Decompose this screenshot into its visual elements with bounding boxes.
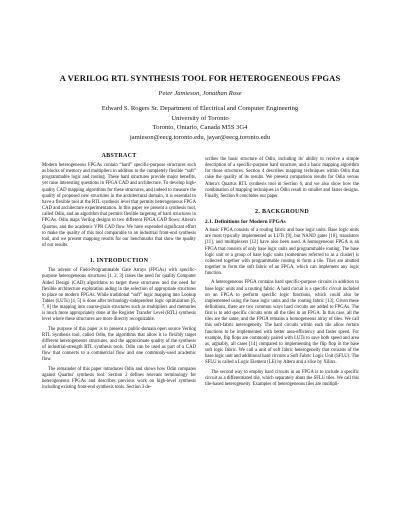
paper-authors: Peter Jamieson, Jonathan Rose xyxy=(158,90,242,97)
paper-title: A VERILOG RTL SYNTHESIS TOOL FOR HETEROGENEOUS FPGAS xyxy=(59,73,341,83)
definitions-subheading: 2.1. Definitions for Modern FPGAs xyxy=(205,219,286,226)
background-heading: 2. BACKGROUND xyxy=(255,209,309,216)
affiliation-department: Edward S. Rogers Sr. Department of Electrical and Computer Engineering xyxy=(101,105,299,112)
intro-continued-paragraph: scribes the basic structure of Odin, including its' ability to receive a simple description of a specific-purpose hard structure, and a basic mapping algorithm for those structures. Section 4 describes mapping techniques within Odin that raise the quality of its results. We present comparison results for Odin versus Altera's Quartus RTL synthesis tool in Section 6, and we also show how the combination of mapping techniques in Odin result in smaller and faster designs. Finally, Section 8 concludes our paper. xyxy=(205,157,359,199)
introduction-heading: 1. INTRODUCTION xyxy=(89,258,149,265)
definitions-paragraph-1: A basic FPGA consists of a routing fabric and base logic units. Base logic units are most typically implemented as LUTs [9], but NAND gates [10], transistors [11], and multiplexers [12] have also been used. A homogeneous FPGA is an FPGA that consists of only base logic units and programmable routing. The base logic unit or a group of base logic units (sometimes referred to as a cluster) is collected together with programmable routing to form a tile. Tiles are abutted together to form the soft fabric of an FPGA, which can implement any logic function. xyxy=(205,228,359,277)
intro-paragraph-1: The advent of Field-Programmable Gate Arrays (FPGAs) with specific-purpose heterogeneous structures [1, 2, 3] raises the need for quality Computer Aided Design (CAD) algorithms to target these structures and the need for flexible architecture exploration aiding in the selection of appropriate structures to place on modern FPGAs. While traditional “soft” logic mapping into Lookup Tables (LUTs) [4, 5] is done after technology-independent logic optimization [6, 7, 8] the mapping into coarse-grain structures such as multipliers and memories is much more appropriately done at the Register Transfer Level (RTL) synthesis level where these structures are more directly recognizable. xyxy=(42,268,196,323)
affiliation-block xyxy=(0,104,400,142)
affiliation-address: Toronto, Ontario, Canada M5S 3G4 xyxy=(152,124,248,132)
left-column xyxy=(42,153,196,394)
definitions-paragraph-2: A heterogeneous FPGA contains hard specific-purpose circuits in addition to base logic units and a routing fabric. A hard circuit is a specific circuit included on an FPGA to perform specific logic functions, which could also be implemented using the base logic units and the routing fabric [13]. Given these definitions, there are two common ways hard circuits are added to FPGAs. The first is to add specific circuits onto all the tiles in an FPGA. In this case, all the tiles are the same, and the FPGA remains a homogeneous array of tiles. We call this soft-fabric heterogeneity. The hard circuits within each tile allow certain functions to be implemented with better area-efficiency and faster speed. For example, flip flops are commonly paired with LUTs to save both speed and area as, arguably, all cases [14] compared to implementing the flip flop in the base soft logic fabric. We call a unit of soft fabric heterogeneity that consists of the base logic unit and additional hard circuits a Soft Fabric Logic Unit (SFLU). The SFLU is called a Logic Element (LE) by Altera and a slice by Xilinx. xyxy=(205,280,359,366)
affiliation-university: University of Toronto xyxy=(171,114,229,122)
intro-paragraph-3: The remainder of this paper introduces Odin and shows how Odin compares against Quartus' synthesis tool. Section 2 defines relevant terminology for heterogeneous FPGAs and describes previous work on high-level synthesis including existing front-end synthesis tools. Section 3 de- xyxy=(42,366,196,390)
abstract-text: Modern heterogeneous FPGAs contain “hard” specific-purpose structures such as blocks of memory and multipliers in addition to the completely flexible “soft” programmable logic and routing. These hard structures provide major benefits, yet raise interesting questions in FPGA CAD and architecture. To develop high-quality CAD mapping algorithms for these structures, and indeed to measure the quality of proposed new structures in the architectural domain, it is essential to have a flexible tool at the RTL synthesis level that permits heterogeneous FPGA CAD and architecture experimentation. In this paper we present a synthesis tool, called Odin, and an algorithm that permits flexible targeting of hard structures in FPGAs. Odin maps Verilog designs to two different FPGA CAD flows: Altera's Quartus, and the academic VPR CAD flow. We have expended significant effort to make the quality of this tool comparable to an industrial front-end synthesis tool, and we present mapping results for our benchmarks that show the quality of our results. xyxy=(42,163,196,249)
definitions-paragraph-3: The second way to employ hard circuits in an FPGA is to include a specific circuit as a differentiated tile, which separately abuts the SFLU tiles. We call this tile-based heterogeneity. Examples of heterogeneous tiles are multipli- xyxy=(205,369,359,387)
abstract-heading: ABSTRACT xyxy=(101,153,137,159)
affiliation-emails: jamieson@eecg.toronto.edu, jayar@eecg.toronto.edu xyxy=(129,133,271,141)
right-column xyxy=(205,157,359,391)
intro-paragraph-2: The purpose of this paper is to present a public-domain open source Verilog RTL Synthesis tool, called Odin, the algorithms that allow it to flexibly target different heterogeneous structures, and the approximate quality of the synthesis of industrial-strength RTL synthesis tools. Odin can be used as part of a CAD flow that connects to a commercial flow and one commonly-used academic flow. xyxy=(42,326,196,363)
